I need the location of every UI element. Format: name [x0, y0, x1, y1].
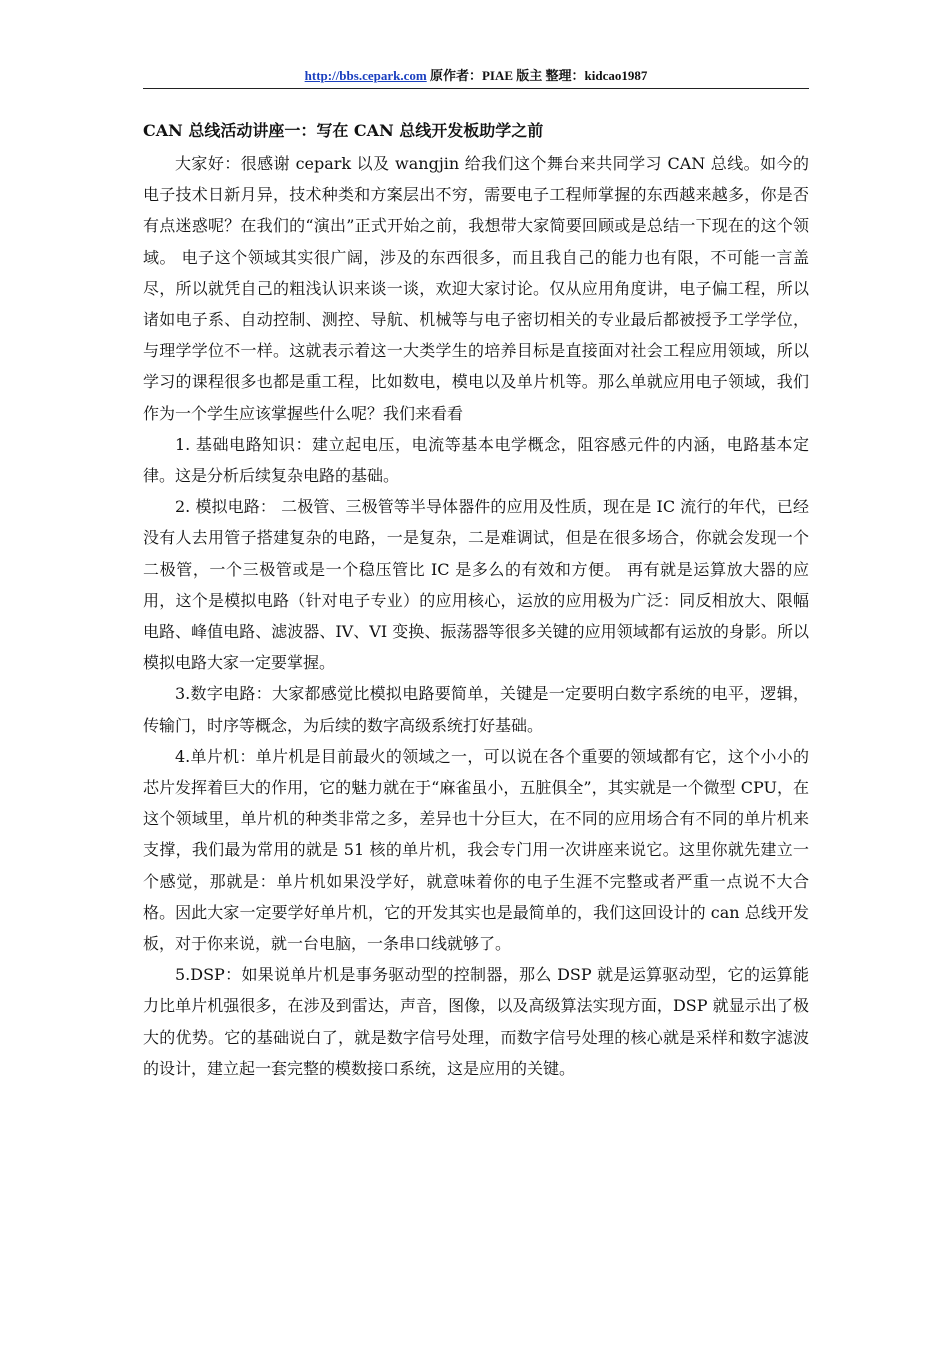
page-header	[143, 66, 809, 89]
paragraph-basic-circuits: 1. 基础电路知识：建立起电压，电流等基本电学概念，阻容感元件的内涵，电路基本定律。这是分析后续复杂电路的基础。	[143, 434, 809, 486]
header-credit: 原作者：PIAE 版主 整理：kidcao1987	[426, 68, 648, 83]
paragraph-analog-circuits: 2. 模拟电路： 二极管、三极管等半导体器件的应用及性质，现在是 IC 流行的年代，已经没有人去用管子搭建复杂的电路，一是复杂，二是难调试，但是在很多场合，你就会发现一个二极管，一个三极管或是一个稳压管比 IC 是多么的有效和方便。 再有就是运算放大器的应用，这个是模拟电路（针对电子专业）的应用核心，运放的应用极为广泛：同反相放大、限幅电路、峰值电路、滤波器、IV、VI 变换、振荡器等很多关键的应用领域都有运放的身影。所以模拟电路大家一定要掌握。	[143, 497, 809, 673]
paragraph-dsp: 5.DSP：如果说单片机是事务驱动型的控制器，那么 DSP 就是运算驱动型，它的运算能力比单片机强很多，在涉及到雷达，声音，图像，以及高级算法实现方面，DSP 就显示出了极大的优势。它的基础说白了，就是数字信号处理，而数字信号处理的核心就是采样和数字滤波的设计，建立起一套完整的模数接口系统，这是应用的关键。	[143, 965, 809, 1078]
document-body	[143, 114, 809, 1084]
paragraph-intro: 大家好：很感谢 cepark 以及 wangjin 给我们这个舞台来共同学习 CAN 总线。如今的电子技术日新月异，技术种类和方案层出不穷，需要电子工程师掌握的东西越来越多，你是否有点迷惑呢？在我们的“演出”正式开始之前，我想带大家简要回顾或是总结一下现在的这个领域。 电子这个领域其实很广阔，涉及的东西很多，而且我自己的能力也有限，不可能一言盖尽，所以就凭自己的粗浅认识来谈一谈，欢迎大家讨论。仅从应用角度讲，电子偏工程，所以诸如电子系、自动控制、测控、导航、机械等与电子密切相关的专业最后都被授予工学学位，与理学学位不一样。这就表示着这一大类学生的培养目标是直接面对社会工程应用领域，所以学习的课程很多也都是重工程，比如数电，模电以及单片机等。那么单就应用电子领域，我们作为一个学生应该掌握些什么呢？我们来看看	[143, 154, 809, 423]
document-title: CAN 总线活动讲座一：写在 CAN 总线开发板助学之前	[143, 121, 544, 140]
paragraph-digital-circuits: 3.数字电路：大家都感觉比模拟电路要简单，关键是一定要明白数字系统的电平，逻辑，传输门，时序等概念，为后续的数字高级系统打好基础。	[143, 684, 809, 735]
header-link[interactable]: http://bbs.cepark.com	[304, 68, 427, 83]
paragraph-microcontroller: 4.单片机：单片机是目前最火的领域之一，可以说在各个重要的领域都有它，这个小小的芯片发挥着巨大的作用，它的魅力就在于“麻雀虽小，五脏俱全”，其实就是一个微型 CPU，在这个领域里，单片机的种类非常之多，差异也十分巨大，在不同的应用场合有不同的单片机来支撑，我们最为常用的就是 51 核的单片机，我会专门用一次讲座来说它。这里你就先建立一个感觉，那就是：单片机如果没学好，就意味着你的电子生涯不完整或者严重一点说不大合格。因此大家一定要学好单片机，它的开发其实也是最简单的，我们这回设计的 can 总线开发板，对于你来说，就一台电脑，一条串口线就够了。	[143, 746, 809, 954]
